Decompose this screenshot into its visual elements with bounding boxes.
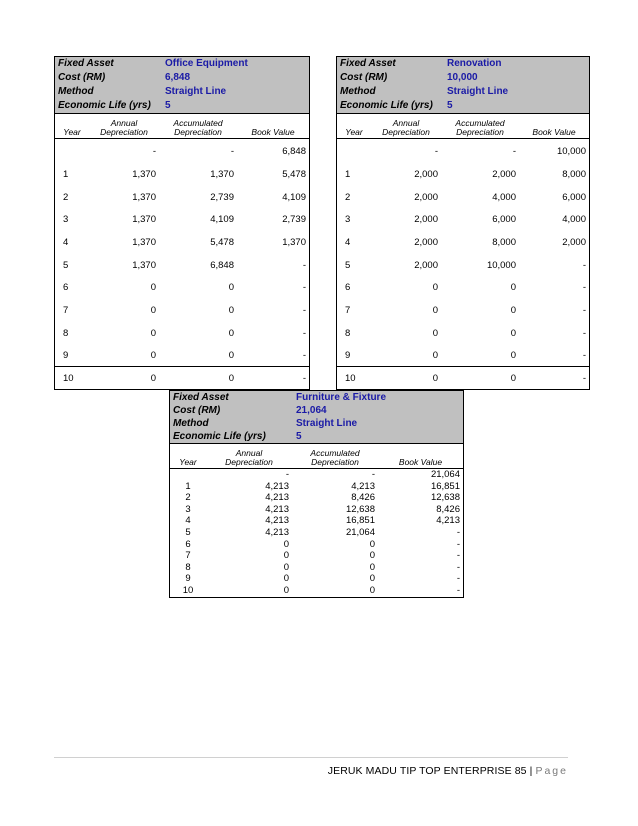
row-annual: 2,000 <box>414 214 438 226</box>
row-year: 3 <box>345 214 351 226</box>
row-accumulated: - <box>371 469 375 481</box>
col-book-header: Book Value <box>398 456 443 467</box>
economic-life-row <box>55 99 309 113</box>
row-annual: 4,213 <box>265 503 289 515</box>
col-accumulated-line1: Accumulated <box>173 118 223 128</box>
row-book-value: - <box>582 327 586 339</box>
row-year: 10 <box>182 585 194 597</box>
table-row <box>55 252 309 275</box>
row-accumulated: 0 <box>228 282 234 294</box>
economic-life-value: 5 <box>165 100 171 111</box>
row-accumulated: 4,109 <box>210 214 234 226</box>
row-annual: 4,213 <box>265 527 289 539</box>
table-row <box>55 275 309 298</box>
col-annual-line2: Depreciation <box>382 126 430 137</box>
table-row <box>170 573 463 585</box>
row-book-value: 4,000 <box>562 214 586 226</box>
cost-row <box>337 71 589 85</box>
row-book-value: 5,478 <box>282 168 306 180</box>
row-book-value: 12,638 <box>430 492 460 504</box>
cost-label: Cost (RM) <box>173 404 221 416</box>
row-annual: 2,000 <box>414 191 438 203</box>
row-accumulated: 0 <box>510 282 516 294</box>
row-accumulated: 0 <box>369 550 375 562</box>
row-year: 4 <box>185 515 191 527</box>
method-row <box>55 85 309 99</box>
row-annual: - <box>434 146 438 158</box>
method-value: Straight Line <box>447 86 509 97</box>
table-row <box>170 504 463 516</box>
col-year-header: Year <box>179 456 197 467</box>
col-year-header: Year <box>63 126 81 137</box>
row-accumulated: 8,426 <box>351 492 375 504</box>
row-book-value: 16,851 <box>430 480 460 492</box>
row-annual: 0 <box>283 585 289 597</box>
column-headers <box>55 113 309 139</box>
row-year: 1 <box>185 480 191 492</box>
method-label: Method <box>173 417 209 429</box>
row-book-value: 8,000 <box>562 168 586 180</box>
row-annual: 0 <box>283 561 289 573</box>
economic-life-value: 5 <box>447 100 453 111</box>
table-row <box>55 321 309 344</box>
row-year: 9 <box>345 350 351 362</box>
furniture-fixture-table <box>169 390 464 598</box>
row-accumulated: 6,000 <box>492 214 516 226</box>
row-book-value: - <box>302 350 306 362</box>
row-book-value: 21,064 <box>430 469 460 481</box>
table-row <box>337 275 589 298</box>
row-annual: 0 <box>283 538 289 550</box>
footer-page-word: Page <box>535 765 568 777</box>
row-annual: 2,000 <box>414 259 438 271</box>
table-row <box>170 481 463 493</box>
asset-header <box>55 57 309 113</box>
cost-row <box>170 404 463 417</box>
row-accumulated: 0 <box>510 350 516 362</box>
cost-label: Cost (RM) <box>340 72 388 83</box>
row-annual: 4,213 <box>265 492 289 504</box>
economic-life-label: Economic Life (yrs) <box>58 100 151 111</box>
row-year: 7 <box>345 305 351 316</box>
row-annual: 0 <box>283 550 289 562</box>
row-year: 2 <box>185 492 191 504</box>
fixed-asset-label: Fixed Asset <box>340 58 396 69</box>
row-accumulated: 0 <box>228 350 234 362</box>
page-footer <box>328 765 568 777</box>
row-accumulated: 2,000 <box>492 168 516 180</box>
col-accumulated-line2: Depreciation <box>174 126 222 137</box>
row-annual: 0 <box>432 350 438 362</box>
economic-life-label: Economic Life (yrs) <box>173 430 266 442</box>
column-headers <box>170 443 463 469</box>
row-accumulated: 4,213 <box>351 480 375 492</box>
method-row <box>337 85 589 99</box>
row-annual: 4,213 <box>265 480 289 492</box>
footer-text: JERUK MADU TIP TOP ENTERPRISE 85 | <box>327 765 536 777</box>
col-book-header: Book Value <box>251 126 295 137</box>
row-book-value: - <box>302 259 306 271</box>
col-accumulated-header <box>159 114 237 138</box>
row-annual: - <box>152 146 156 158</box>
method-label: Method <box>340 86 376 97</box>
method-value: Straight Line <box>296 417 358 429</box>
col-annual-line2: Depreciation <box>100 126 148 137</box>
row-accumulated: 4,000 <box>492 191 516 203</box>
row-book-value: 2,000 <box>562 236 586 248</box>
col-accumulated-line1: Accumulated <box>310 448 360 458</box>
fixed-asset-label: Fixed Asset <box>173 391 229 403</box>
table-row <box>170 539 463 551</box>
row-annual: 1,370 <box>132 191 156 203</box>
footer-divider <box>54 757 568 758</box>
office-equipment-table <box>54 56 310 390</box>
col-annual-header <box>206 444 292 468</box>
fixed-asset-row <box>170 391 463 404</box>
row-annual: 1,370 <box>132 236 156 248</box>
row-book-value: 4,213 <box>436 515 460 527</box>
row-accumulated: 0 <box>510 327 516 339</box>
row-annual: 2,000 <box>414 236 438 248</box>
row-year: 1 <box>63 168 69 180</box>
economic-life-row <box>170 430 463 443</box>
fixed-asset-value: Office Equipment <box>165 58 248 69</box>
table-row <box>55 343 309 366</box>
cost-value: 6,848 <box>165 72 191 83</box>
row-year: 9 <box>185 573 191 585</box>
row-annual: 0 <box>432 305 438 316</box>
row-year: 5 <box>63 259 69 271</box>
row-book-value: - <box>456 538 460 550</box>
table-row <box>337 366 589 389</box>
row-book-value: - <box>582 305 586 316</box>
row-annual: 1,370 <box>132 168 156 180</box>
col-annual-line1: Annual <box>392 118 420 128</box>
row-accumulated: 0 <box>369 538 375 550</box>
row-annual: 0 <box>432 327 438 339</box>
row-accumulated: 12,638 <box>345 503 375 515</box>
row-book-value: - <box>456 585 460 597</box>
row-accumulated: 21,064 <box>345 527 375 539</box>
table-row <box>55 230 309 253</box>
table-row <box>170 515 463 527</box>
table-row <box>337 343 589 366</box>
economic-life-value: 5 <box>296 430 302 442</box>
row-book-value: 6,000 <box>562 191 586 203</box>
row-book-value: - <box>582 282 586 294</box>
row-year: 5 <box>185 527 191 539</box>
row-year: 8 <box>63 327 69 339</box>
row-year: 6 <box>345 282 351 294</box>
row-annual: 0 <box>150 327 156 339</box>
row-annual: 0 <box>150 350 156 362</box>
row-accumulated: 2,739 <box>210 191 234 203</box>
col-annual-line1: Annual <box>110 118 138 128</box>
row-book-value: - <box>456 527 460 539</box>
row-accumulated: 0 <box>369 561 375 573</box>
col-book-header: Book Value <box>532 126 576 137</box>
row-year: 7 <box>185 550 191 562</box>
row-book-value: 4,109 <box>282 191 306 203</box>
row-accumulated: 16,851 <box>345 515 375 527</box>
row-year: 10 <box>63 373 74 385</box>
asset-header <box>170 391 463 443</box>
row-annual: - <box>285 469 289 481</box>
row-accumulated: 0 <box>228 305 234 316</box>
table-row <box>55 184 309 207</box>
table-row <box>337 207 589 230</box>
row-book-value: 10,000 <box>556 146 586 158</box>
row-year: 7 <box>63 305 69 316</box>
col-accumulated-line2: Depreciation <box>311 456 359 467</box>
table-row <box>55 207 309 230</box>
row-book-value: - <box>302 282 306 294</box>
row-year: 1 <box>345 168 351 180</box>
table-row <box>337 184 589 207</box>
method-row <box>170 417 463 430</box>
row-accumulated: 10,000 <box>486 259 516 271</box>
row-accumulated: 1,370 <box>210 168 234 180</box>
col-annual-header <box>89 114 159 138</box>
column-headers <box>337 113 589 139</box>
row-accumulated: - <box>512 146 516 158</box>
table-row <box>170 527 463 539</box>
table-row <box>337 252 589 275</box>
row-accumulated: 6,848 <box>210 259 234 271</box>
row-book-value: - <box>302 327 306 339</box>
table-row <box>55 298 309 321</box>
row-book-value: 2,739 <box>282 214 306 226</box>
col-annual-line1: Annual <box>235 448 263 458</box>
cost-row <box>55 71 309 85</box>
method-label: Method <box>58 86 94 97</box>
table-row <box>337 321 589 344</box>
fixed-asset-label: Fixed Asset <box>58 58 114 69</box>
table-row <box>170 469 463 481</box>
fixed-asset-row <box>55 57 309 71</box>
row-annual: 2,000 <box>414 168 438 180</box>
table-row <box>170 562 463 574</box>
row-year: 6 <box>63 282 69 294</box>
row-accumulated: 0 <box>228 373 234 385</box>
row-book-value: - <box>456 573 460 585</box>
col-annual-header <box>371 114 441 138</box>
row-accumulated: 0 <box>510 305 516 316</box>
col-accumulated-header <box>292 444 378 468</box>
table-row <box>170 550 463 562</box>
row-year: 9 <box>63 350 69 362</box>
col-accumulated-header <box>441 114 519 138</box>
fixed-asset-value: Renovation <box>447 58 502 69</box>
table-row <box>55 139 309 162</box>
row-year: 4 <box>345 236 351 248</box>
row-book-value: - <box>456 561 460 573</box>
row-accumulated: 0 <box>369 585 375 597</box>
row-accumulated: 5,478 <box>210 236 234 248</box>
fixed-asset-value: Furniture & Fixture <box>296 391 387 403</box>
row-accumulated: 8,000 <box>492 236 516 248</box>
table-row <box>337 139 589 162</box>
row-accumulated: 0 <box>510 373 516 385</box>
economic-life-label: Economic Life (yrs) <box>340 100 433 111</box>
table-row <box>337 298 589 321</box>
row-accumulated: - <box>230 146 234 158</box>
col-accumulated-line1: Accumulated <box>455 118 505 128</box>
table-row <box>337 162 589 185</box>
row-book-value: 1,370 <box>282 236 306 248</box>
row-annual: 0 <box>283 573 289 585</box>
row-book-value: - <box>582 259 586 271</box>
row-accumulated: 0 <box>369 573 375 585</box>
col-year-header: Year <box>345 126 363 137</box>
col-accumulated-line2: Depreciation <box>456 126 504 137</box>
row-annual: 0 <box>432 282 438 294</box>
row-book-value: - <box>302 373 306 385</box>
row-year: 3 <box>185 503 191 515</box>
row-book-value: - <box>456 550 460 562</box>
row-year: 2 <box>345 191 351 203</box>
row-year: 5 <box>345 259 351 271</box>
row-annual: 0 <box>150 282 156 294</box>
economic-life-row <box>337 99 589 113</box>
method-value: Straight Line <box>165 86 227 97</box>
row-annual: 0 <box>150 373 156 385</box>
row-annual: 0 <box>432 373 438 385</box>
table-row <box>55 162 309 185</box>
row-annual: 1,370 <box>132 214 156 226</box>
row-book-value: 6,848 <box>282 146 306 158</box>
row-year: 4 <box>63 236 69 248</box>
row-year: 10 <box>345 373 356 385</box>
row-year: 8 <box>345 327 351 339</box>
row-book-value: - <box>582 373 586 385</box>
fixed-asset-row <box>337 57 589 71</box>
row-accumulated: 0 <box>228 327 234 339</box>
row-book-value: 8,426 <box>436 503 460 515</box>
row-year: 2 <box>63 191 69 203</box>
row-year: 6 <box>185 538 191 550</box>
row-annual: 0 <box>150 305 156 316</box>
asset-header <box>337 57 589 113</box>
row-annual: 1,370 <box>132 259 156 271</box>
row-book-value: - <box>582 350 586 362</box>
cost-value: 10,000 <box>447 72 478 83</box>
table-row <box>55 366 309 389</box>
cost-label: Cost (RM) <box>58 72 106 83</box>
row-annual: 4,213 <box>265 515 289 527</box>
cost-value: 21,064 <box>296 404 327 416</box>
col-annual-line2: Depreciation <box>225 456 273 467</box>
row-book-value: - <box>302 305 306 316</box>
renovation-table <box>336 56 590 390</box>
table-row <box>170 585 463 597</box>
table-row <box>337 230 589 253</box>
table-row <box>170 492 463 504</box>
row-year: 3 <box>63 214 69 226</box>
row-year: 8 <box>185 561 191 573</box>
